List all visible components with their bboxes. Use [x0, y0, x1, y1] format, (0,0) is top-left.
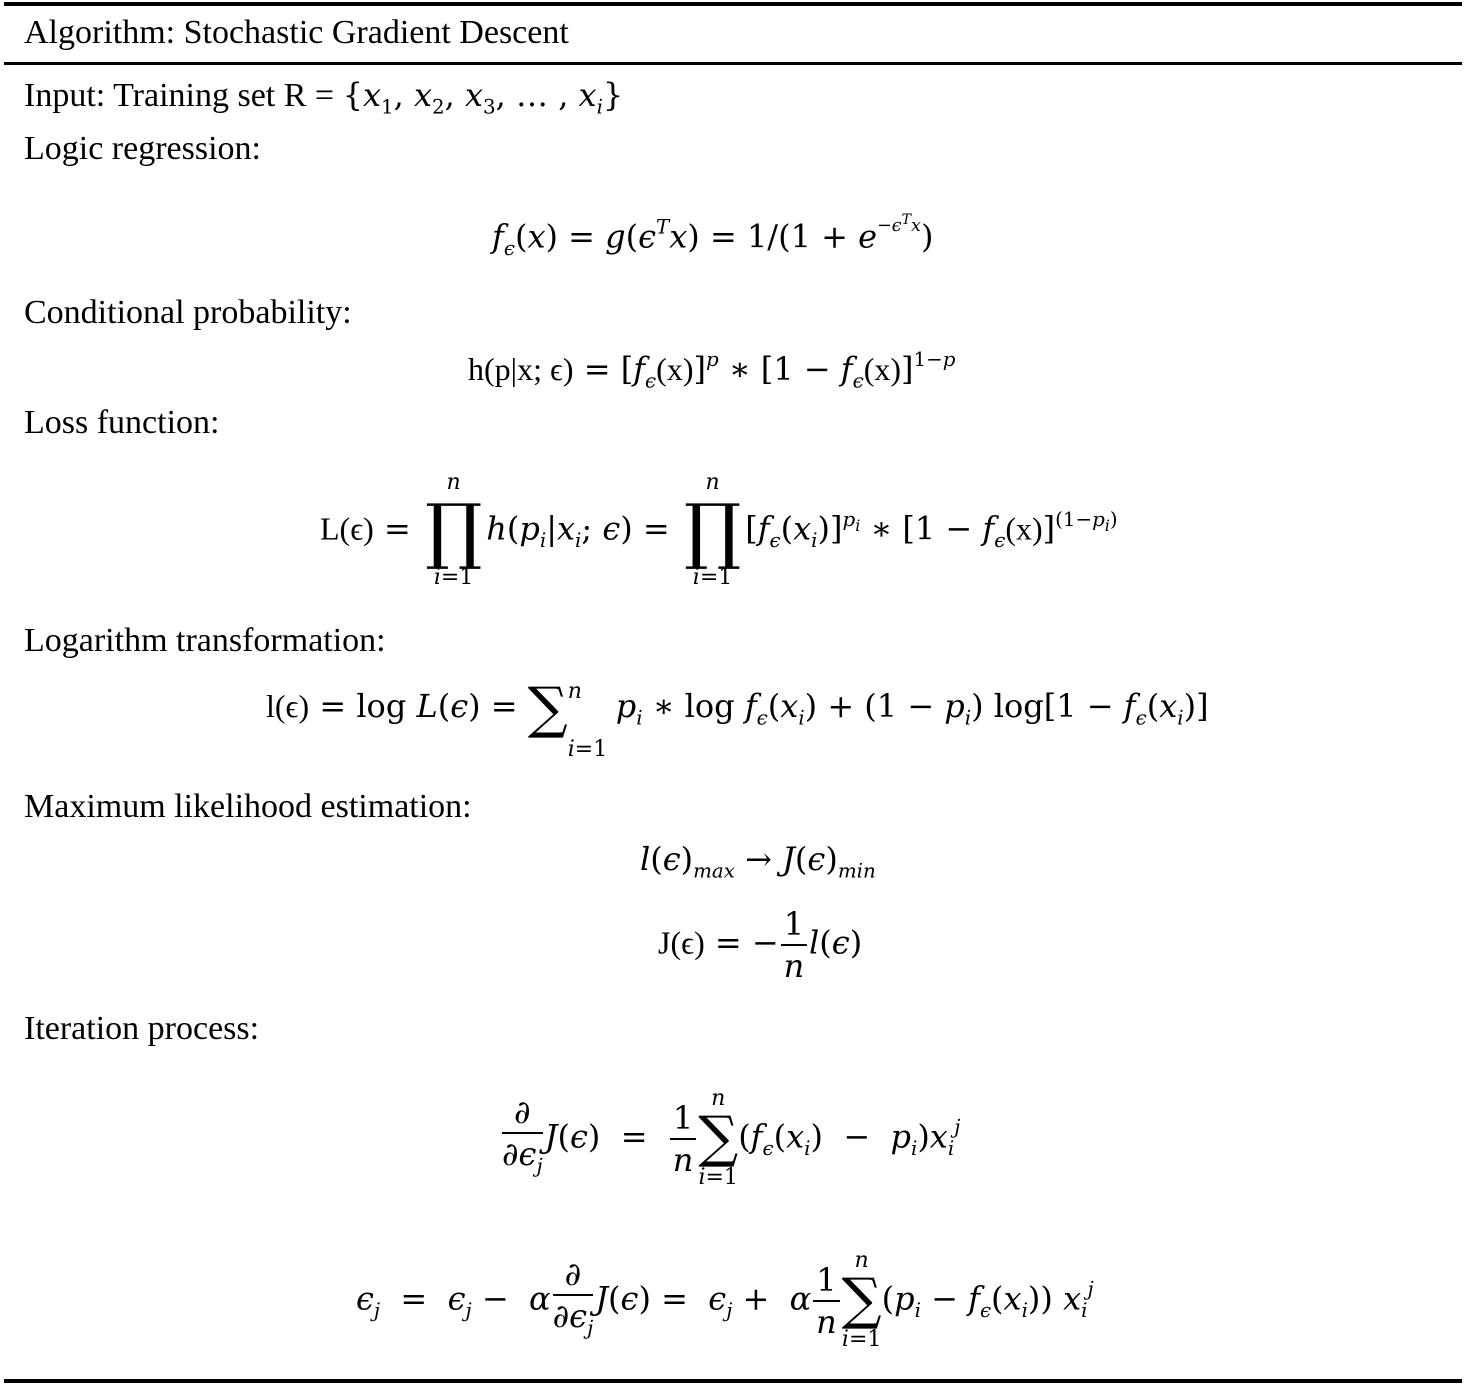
conditional-probability-equation: h(p|x; $\epsilon) = [f_\epsilon(x)]^p$ ∗ $[1 - f_\epsilon(x)]^{1-p}$	[468, 348, 956, 393]
logic-regression-label: Logic regression:	[24, 130, 261, 167]
max-min-equation: $l(\epsilon)_{max} \to J(\epsilon)_{min}$	[640, 840, 876, 883]
partial-derivative: $\frac{\partial}{\partial\epsilon_j}$	[552, 1254, 594, 1340]
sum-operator: n ∑ i=1	[841, 1248, 882, 1352]
update-rule-equation: $\epsilon_j = \epsilon_j - \alpha$ $\frac{\partial}{\partial\epsilon_j}$ $J(\epsilon) = \epsilon_j + \alpha$ $\frac{1}{n}$ n ∑ i=1 $(p_i - f_\epsilon(x_i))$ $x_i^j$	[356, 1248, 1094, 1352]
top-rule	[4, 2, 1462, 6]
fraction: $\frac{1}{n}$	[813, 1260, 839, 1342]
maximum-likelihood-label: Maximum likelihood estimation:	[24, 788, 472, 825]
algorithm-title: Algorithm: Stochastic Gradient Descent	[24, 14, 569, 51]
iteration-process-label: Iteration process:	[24, 1010, 260, 1047]
loss-function-label: Loss function:	[24, 404, 220, 441]
header-rule	[4, 62, 1462, 65]
sum-operator: n ∑ i=1	[698, 1086, 739, 1190]
fraction: $\frac{1}{n}$	[781, 904, 807, 986]
input-label: Input: Training set R =	[24, 77, 343, 114]
fraction: $\frac{1}{n}$	[670, 1098, 696, 1180]
sum-operator: ∑	[527, 676, 568, 741]
input-line: Input: Training set $R = \{x_1$, $x_2$, $x_3$, … , $x_i$}	[24, 76, 624, 119]
logic-regression-equation: $f_\epsilon(x) = g(\epsilon^Tx) = 1/(1 + e^{-\epsilon^Tx})$	[492, 212, 934, 261]
conditional-probability-label: Conditional probability:	[24, 294, 352, 331]
j-definition-equation: J(ϵ) = − $\frac{1}{n}$ l(ϵ)	[658, 905, 863, 985]
bottom-rule	[4, 1379, 1462, 1383]
logarithm-transformation-label: Logarithm transformation:	[24, 622, 386, 659]
product-operator: n ∏ i=1	[683, 470, 742, 590]
partial-derivative: $\frac{\partial}{\partial\epsilon_j}$	[502, 1092, 543, 1178]
product-operator: n ∏ i=1	[424, 470, 483, 590]
loss-function-equation: L(ϵ) = n ∏ i=1 $h(p_i|x_i$; ϵ) = n ∏ i=1 $[f_\epsilon(x_i)]^{p_i}$ ∗ $[1 - f_\epsilon(x)]^{(1-p_i)}$	[320, 470, 1118, 590]
gradient-equation: $\frac{\partial}{\partial\epsilon_j}$ J(ϵ) = $\frac{1}{n}$ n ∑ i=1 $(f_\epsilon(x_i) - p_i)x_i^j$	[502, 1086, 961, 1190]
logarithm-transformation-equation: l(ϵ) = log L(ϵ) = ∑ n i=1 $p_i$ ∗ $\log f_\epsilon(x_i) + (1 - p_i) \log[1 - f_\epsilon(x_i)]$	[266, 676, 1209, 762]
